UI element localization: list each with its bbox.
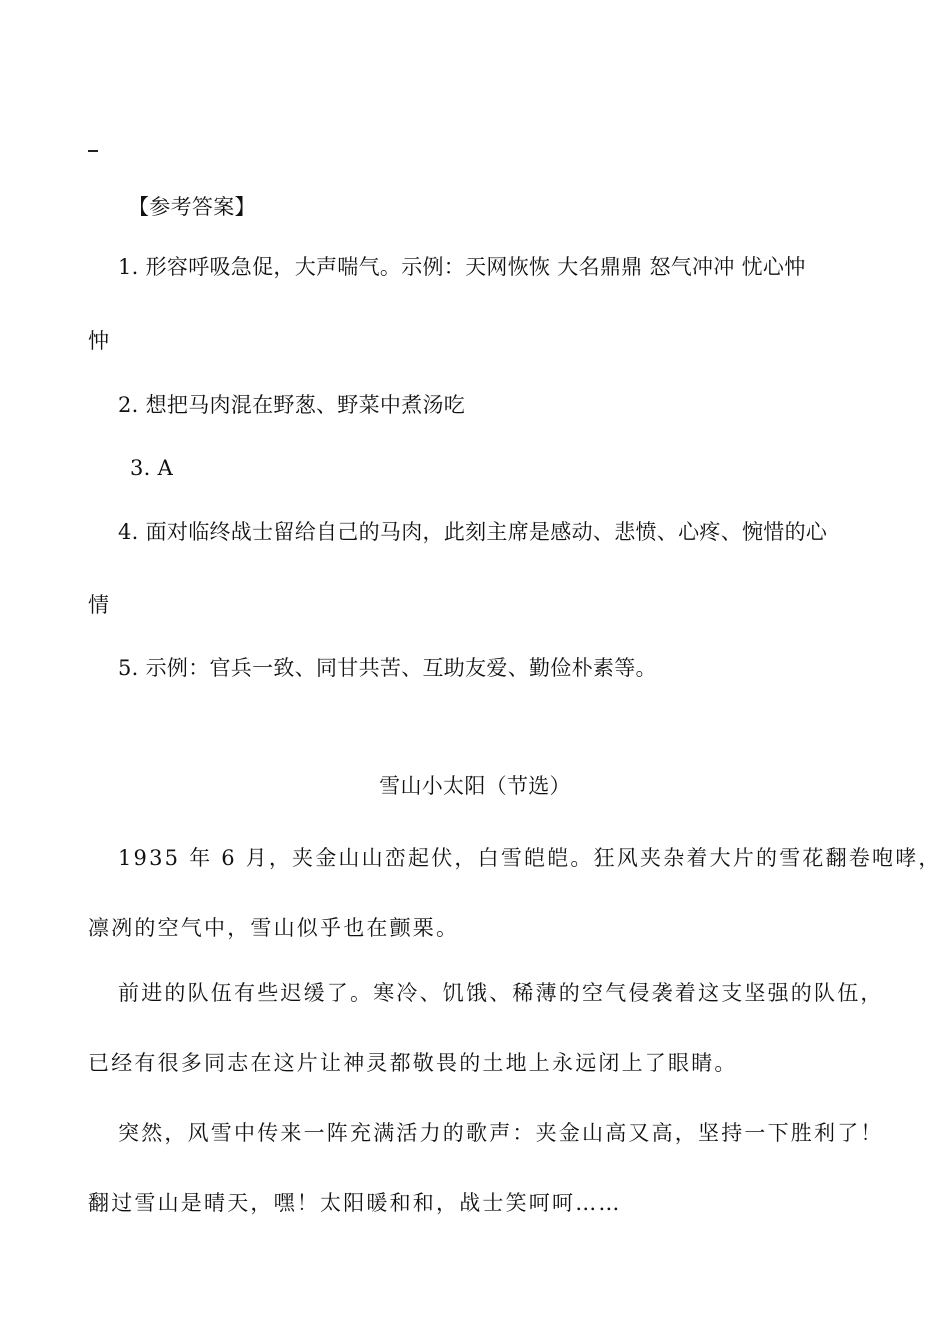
answer-5: 5. 示例：官兵一致、同甘共苦、互助友爱、勤俭朴素等。 <box>118 656 657 680</box>
answer-4-line-1: 4. 面对临终战士留给自己的马肉，此刻主席是感动、悲愤、心疼、惋惜的心 <box>118 520 828 544</box>
article-paragraph-1-line-2: 凛冽的空气中，雪山似乎也在颤栗。 <box>88 916 460 940</box>
answer-2: 2. 想把马肉混在野葱、野菜中煮汤吃 <box>118 393 466 417</box>
answer-4-line-2: 情 <box>88 593 110 617</box>
article-title: 雪山小太阳（节选） <box>379 774 571 798</box>
article-paragraph-2-line-2: 已经有很多同志在这片让神灵都敬畏的土地上永远闭上了眼睛。 <box>88 1051 738 1075</box>
article-paragraph-3-line-1: 突然，风雪中传来一阵充满活力的歌声：夹金山高又高，坚持一下胜利了！ <box>118 1121 884 1145</box>
article-paragraph-2-line-1: 前进的队伍有些迟缓了。寒冷、饥饿、稀薄的空气侵袭着这支坚强的队伍， <box>118 981 884 1005</box>
answer-1-line-1: 1. 形容呼吸急促，大声喘气。示例：天网恢恢 大名鼎鼎 怒气冲冲 忧心忡 <box>118 255 806 279</box>
page-mark <box>88 150 98 152</box>
answer-3: 3. A <box>130 456 174 480</box>
article-paragraph-3-line-2: 翻过雪山是晴天，嘿！太阳暖和和，战士笑呵呵…… <box>88 1191 622 1215</box>
answer-1-line-2: 忡 <box>88 329 110 353</box>
answer-heading: 【参考答案】 <box>128 195 256 219</box>
article-paragraph-1-line-1: 1935 年 6 月，夹金山山峦起伏，白雪皑皑。狂风夹杂着大片的雪花翻卷咆哮， <box>118 846 942 870</box>
